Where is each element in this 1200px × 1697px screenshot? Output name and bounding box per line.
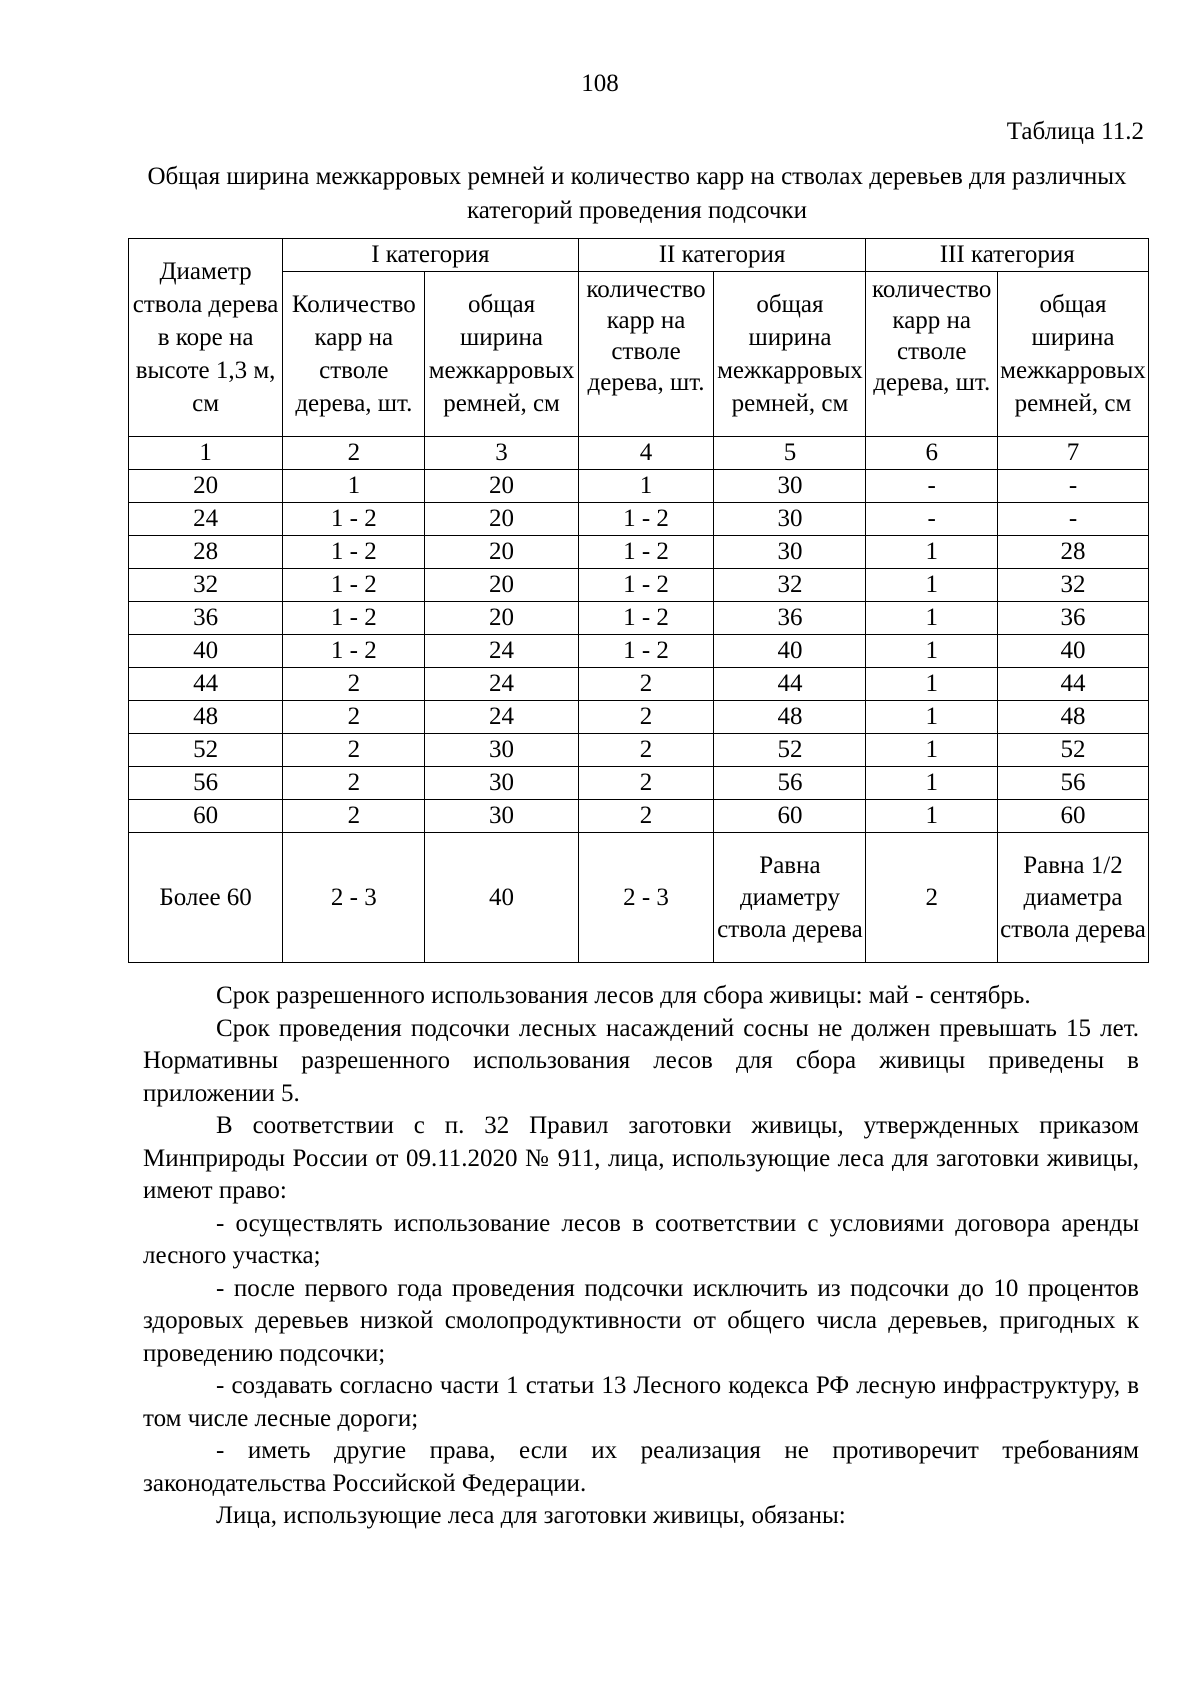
- table-cell: 60: [129, 800, 283, 833]
- table-cell: 1: [866, 668, 998, 701]
- column-number: 5: [714, 437, 866, 470]
- table-cell: 1: [866, 767, 998, 800]
- table-cell: 2: [283, 767, 425, 800]
- table-cell: 30: [425, 734, 578, 767]
- table-row: [129, 800, 1149, 833]
- table-cell: 20: [425, 602, 578, 635]
- table-cell: 2: [578, 668, 714, 701]
- data-table: [128, 238, 1149, 963]
- table-row: [129, 602, 1149, 635]
- column-number: 6: [866, 437, 998, 470]
- table-cell: 2: [578, 734, 714, 767]
- table-cell: 40: [714, 635, 866, 668]
- paragraph-rights-intro: В соответствии с п. 32 Правил заготовки живицы, утвержденных приказом Минприроды России от 09.11.2020 № 911, лица, использующие леса для заготовки живицы, имеют право:: [143, 1112, 1139, 1204]
- table-row: [129, 767, 1149, 800]
- table-cell: 24: [425, 701, 578, 734]
- table-cell: 20: [425, 536, 578, 569]
- list-item-right-1: - осуществлять использование лесов в соответствии с условиями договора аренды лесного участка;: [143, 1209, 1139, 1269]
- table-cell: 52: [997, 734, 1148, 767]
- table-cell: 1: [578, 470, 714, 503]
- table-cell: 2: [283, 701, 425, 734]
- table-cell: 40: [425, 833, 578, 963]
- table-cell: 32: [129, 569, 283, 602]
- table-label: Таблица 11.2: [1006, 118, 1144, 145]
- category-header-row: [129, 239, 1149, 272]
- table-cell: -: [866, 503, 998, 536]
- table-cell: 1: [866, 800, 998, 833]
- table-cell: Более 60: [129, 833, 283, 963]
- category-header-3: III категория: [866, 239, 1149, 272]
- table-cell: -: [997, 503, 1148, 536]
- table-cell: 30: [714, 503, 866, 536]
- table-cell: 2: [578, 800, 714, 833]
- table-cell: 60: [997, 800, 1148, 833]
- table-cell: 2 - 3: [578, 833, 714, 963]
- page-number: 108: [581, 70, 619, 97]
- table-cell: 28: [997, 536, 1148, 569]
- column-number: 2: [283, 437, 425, 470]
- table-cell: 56: [129, 767, 283, 800]
- table-cell: Равна 1/2 диаметра ствола дерева: [997, 833, 1148, 963]
- table-row: [129, 503, 1149, 536]
- column-number: 1: [129, 437, 283, 470]
- table-cell: 2: [283, 668, 425, 701]
- table-cell: 2: [578, 701, 714, 734]
- table-cell: 1: [866, 602, 998, 635]
- table-cell: 36: [714, 602, 866, 635]
- table-row: [129, 833, 1149, 963]
- table-row: [129, 668, 1149, 701]
- column-number: 3: [425, 437, 578, 470]
- paragraph-duration: Срок проведения подсочки лесных насаждений сосны не должен превышать 15 лет. Нормативны разрешенного использования лесов для сбора живицы приведены в приложении 5.: [143, 1014, 1139, 1107]
- table-cell: -: [866, 470, 998, 503]
- subheader-count-cat1: Количество карр на стволе дерева, шт.: [283, 272, 425, 437]
- table-cell: 56: [714, 767, 866, 800]
- table-cell: 20: [425, 503, 578, 536]
- table-cell: 1: [866, 569, 998, 602]
- table-cell: 48: [997, 701, 1148, 734]
- table-cell: 24: [129, 503, 283, 536]
- subheader-width-cat2: общая ширина межкарровых ремней, см: [714, 272, 866, 437]
- table-cell: 2: [866, 833, 998, 963]
- diameter-header: Диаметр ствола дерева в коре на высоте 1,3 м, см: [129, 239, 283, 437]
- table-row: [129, 536, 1149, 569]
- table-cell: 1: [866, 734, 998, 767]
- table-cell: 1 - 2: [578, 569, 714, 602]
- table-cell: 44: [997, 668, 1148, 701]
- table-cell: 1: [866, 701, 998, 734]
- table-cell: 32: [714, 569, 866, 602]
- table-cell: 2 - 3: [283, 833, 425, 963]
- table-cell: 1: [866, 536, 998, 569]
- table-cell: 1 - 2: [578, 536, 714, 569]
- table-cell: 30: [425, 800, 578, 833]
- column-number-row: [129, 437, 1149, 470]
- table-cell: 24: [425, 668, 578, 701]
- subheader-width-cat3: общая ширина межкарровых ремней, см: [997, 272, 1148, 437]
- table-cell: 24: [425, 635, 578, 668]
- paragraph-obligations-intro: Лица, использующие леса для заготовки живицы, обязаны:: [216, 1502, 846, 1529]
- table-cell: 1 - 2: [283, 635, 425, 668]
- table-cell: 44: [129, 668, 283, 701]
- column-number: 7: [997, 437, 1148, 470]
- table-row: [129, 734, 1149, 767]
- table-cell: 56: [997, 767, 1148, 800]
- category-header-1: I категория: [283, 239, 578, 272]
- table-cell: 1 - 2: [283, 602, 425, 635]
- table-cell: 1 - 2: [283, 503, 425, 536]
- table-cell: Равна диаметру ствола дерева: [714, 833, 866, 963]
- table-row: [129, 470, 1149, 503]
- table-cell: 40: [129, 635, 283, 668]
- table-title: Общая ширина межкарровых ремней и количество карр на стволах деревьев для различных категорий проведения подсочки: [147, 163, 1127, 224]
- table-cell: 1 - 2: [283, 536, 425, 569]
- table-cell: 30: [714, 536, 866, 569]
- table-cell: 32: [997, 569, 1148, 602]
- table-cell: 40: [997, 635, 1148, 668]
- table-cell: 1 - 2: [283, 569, 425, 602]
- list-item-right-3: - создавать согласно части 1 статьи 13 Лесного кодекса РФ лесную инфраструктуру, в том числе лесные дороги;: [143, 1372, 1139, 1432]
- table-cell: 36: [129, 602, 283, 635]
- body-text: [143, 980, 1139, 1533]
- subheader-count-cat3: количество карр на стволе дерева, шт.: [866, 272, 998, 437]
- table-cell: 20: [425, 470, 578, 503]
- table-cell: 20: [129, 470, 283, 503]
- table-cell: 1 - 2: [578, 635, 714, 668]
- table-cell: 44: [714, 668, 866, 701]
- table-cell: 30: [714, 470, 866, 503]
- table-cell: -: [997, 470, 1148, 503]
- paragraph-season: Срок разрешенного использования лесов для сбора живицы: май - сентябрь.: [216, 982, 1031, 1009]
- table-cell: 48: [714, 701, 866, 734]
- table-cell: 1: [866, 635, 998, 668]
- table-cell: 20: [425, 569, 578, 602]
- list-item-right-2: - после первого года проведения подсочки исключить из подсочки до 10 процентов здоровых деревьев низкой смолопродуктивности от общего числа деревьев, пригодных к проведению подсочки;: [143, 1274, 1139, 1367]
- subheader-width-cat1: общая ширина межкарровых ремней, см: [425, 272, 578, 437]
- table-cell: 36: [997, 602, 1148, 635]
- table-cell: 2: [283, 800, 425, 833]
- subheader-count-cat2: количество карр на стволе дерева, шт.: [578, 272, 714, 437]
- table-cell: 60: [714, 800, 866, 833]
- table-row: [129, 569, 1149, 602]
- table-cell: 1: [283, 470, 425, 503]
- table-cell: 2: [283, 734, 425, 767]
- table-cell: 1 - 2: [578, 503, 714, 536]
- table-cell: 52: [714, 734, 866, 767]
- table-cell: 52: [129, 734, 283, 767]
- table-cell: 48: [129, 701, 283, 734]
- table-row: [129, 701, 1149, 734]
- table-cell: 28: [129, 536, 283, 569]
- category-header-2: II категория: [578, 239, 866, 272]
- table-cell: 1 - 2: [578, 602, 714, 635]
- list-item-right-4: - иметь другие права, если их реализация не противоречит требованиям законодательства Российской Федерации.: [143, 1437, 1139, 1497]
- table-body: [129, 470, 1149, 963]
- table-row: [129, 635, 1149, 668]
- table-cell: 30: [425, 767, 578, 800]
- table-cell: 2: [578, 767, 714, 800]
- column-number: 4: [578, 437, 714, 470]
